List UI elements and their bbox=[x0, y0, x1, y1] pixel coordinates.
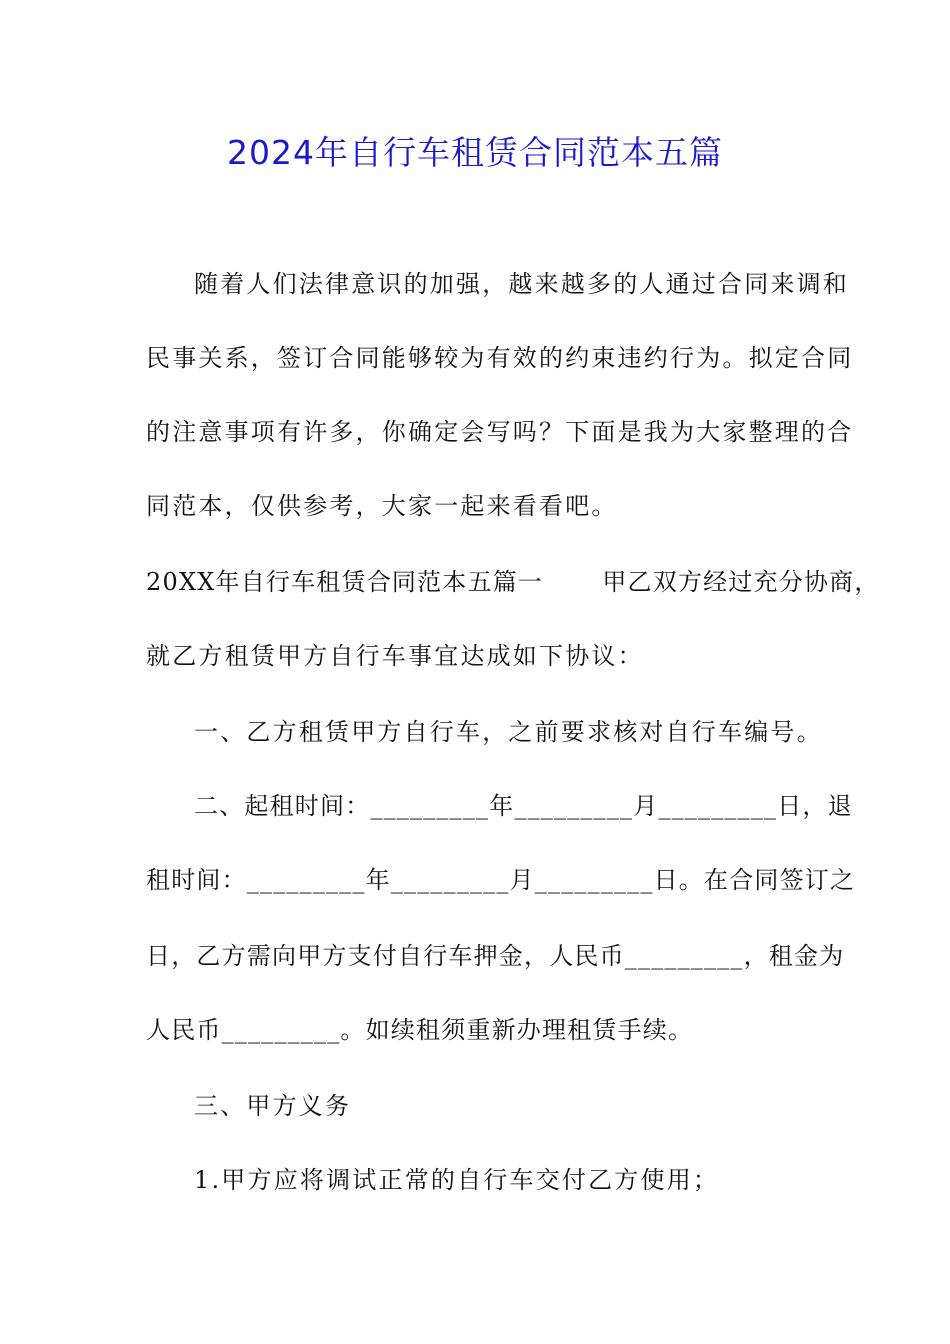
paragraph-line: 同范本，仅供参考，大家一起来看看吧。 bbox=[146, 492, 618, 520]
paragraph-line: 日，乙方需向甲方支付自行车押金，人民币_________，租金为 bbox=[146, 942, 845, 970]
paragraph-line: 民事关系，签订合同能够较为有效的约束违约行为。拟定合同 bbox=[146, 344, 854, 372]
paragraph-line: 就乙方租赁甲方自行车事宜达成如下协议： bbox=[146, 642, 644, 670]
paragraph-line: 租时间：_________年_________月_________日。在合同签订之 bbox=[146, 866, 856, 894]
list-item: 1.甲方应将调试正常的自行车交付乙方使用； bbox=[194, 1166, 720, 1194]
clause-heading: 三、甲方义务 bbox=[194, 1092, 352, 1120]
paragraph-line: 20XX年自行车租赁合同范本五篇一 甲乙双方经过充分协商， bbox=[146, 568, 880, 596]
clause-heading: 一、乙方租赁甲方自行车，之前要求核对自行车编号。 bbox=[194, 718, 823, 746]
paragraph-line: 人民币_________。如续租须重新办理租赁手续。 bbox=[146, 1016, 694, 1044]
paragraph-line: 随着人们法律意识的加强，越来越多的人通过合同来调和 bbox=[194, 270, 849, 298]
clause-heading: 二、起租时间：_________年_________月_________日，退 bbox=[194, 792, 853, 820]
document-title: 2024年自行车租赁合同范本五篇 bbox=[227, 133, 723, 172]
paragraph-line: 的注意事项有许多，你确定会写吗？下面是我为大家整理的合 bbox=[146, 418, 854, 446]
